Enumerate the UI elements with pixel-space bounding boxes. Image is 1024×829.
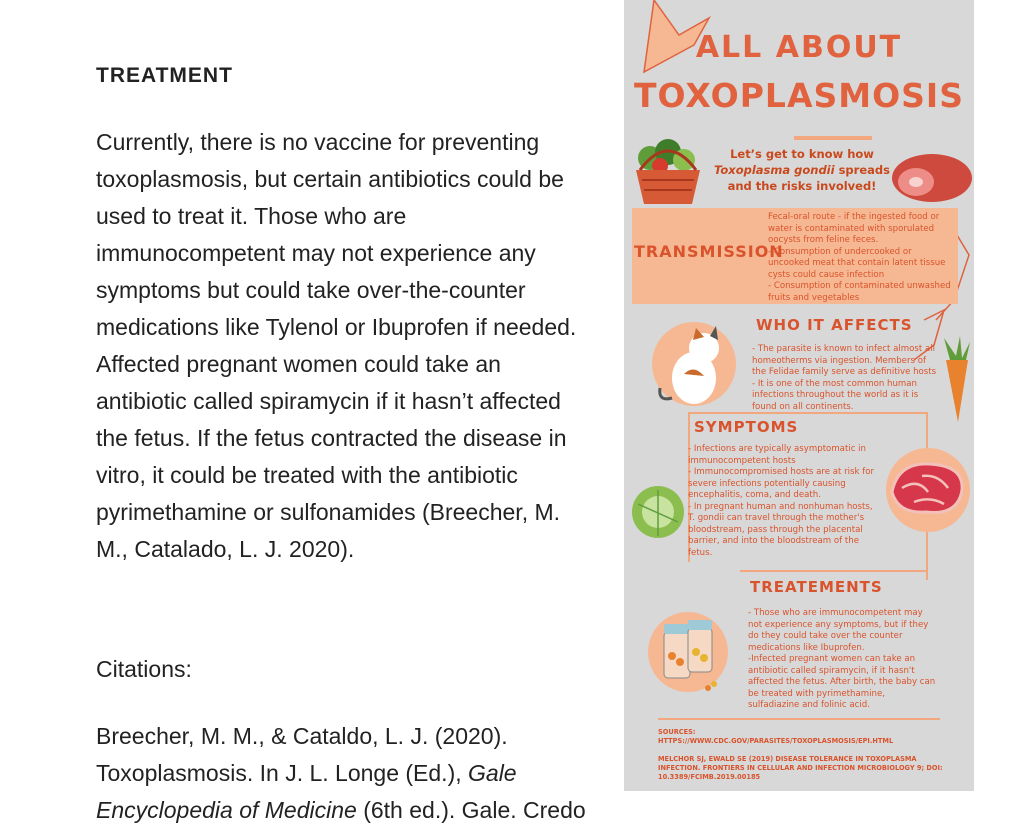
infographic-sources: SOURCES: HTTPS://WWW.CDC.GOV/PARASITES/TOXOPLASMOSIS/EPI.HTML MELCHOR SJ, EWALD SE (2019) DISEASE TOLERANCE IN TOXOPLASMA INFECTION. FRONTIERS IN CELLULAR AND INFECTION MICROBIOLOGY 9; DOI: 10.3389/FCIMB.2019.00185 [658,728,943,781]
intro-text: Let’s get to know how [730,147,874,161]
carrot-icon [938,334,974,424]
treatments-title: TREATEMENTS [750,578,883,596]
transmission-text: Fecal-oral route - if the ingested food or water is contaminated with sporulated oocysts from feline feces. - Consumption of undercooked or uncooked meat that contain latent tissue cysts could cause infection - Consumption of contaminated unwashed fruits and vegetables [768,212,951,303]
cat-icon [646,318,742,410]
citations-label: Citations: [96,656,192,682]
pill-bottles-icon [642,606,734,694]
intro-text-end: spreads and the risks involved! [727,163,890,193]
citation-entry [96,718,596,829]
divider-line [658,718,940,720]
infographic-title-line2: TOXOPLASMOSIS [634,76,964,115]
steak-icon [878,448,974,532]
title-underline [794,136,872,140]
treatment-paragraph: Currently, there is no vaccine for preventing toxoplasmosis, but certain antibiotics could be used to treat it. Those who are immunocompetent may not experience any symptoms but could take over-the-counter medications like Tylenol or Ibuprofen if needed. Affected pregnant women could take an antibiotic called spiramycin if it hasn’t affected the fetus. If the fetus contracted the disease in vitro, it could be treated with the antibiotic pyrimethamine or sulfonamides (Breecher, M. M., Catalado, L. J. 2020). [96,129,577,562]
citation-text: Breecher, M. M., & Cataldo, L. J. (2020). Toxoplasmosis. In J. L. Longe (Ed.), [96,723,508,786]
ham-icon [886,150,974,206]
infographic-title-line1: ALL ABOUT [695,30,903,65]
divider-line [740,570,928,572]
infographic-intro [702,146,902,194]
divider-line [688,412,928,414]
citation-text-end: (6th ed.). Gale. Credo [356,797,586,823]
who-it-affects-text: - The parasite is known to infect almost all homeotherms via ingestion. Members of the Felidae family serve as definitive hosts - It is one of the most common human infections throughout the world as it is found on all continents. [752,344,937,412]
lettuce-icon [628,484,690,540]
section-heading: TREATMENT [96,64,233,87]
transmission-title: TRANSMISSION [634,242,784,261]
toxoplasmosis-infographic[interactable] [624,0,974,791]
vegetable-basket-icon [630,130,706,208]
symptoms-text: - Infections are typically asymptomatic in immunocompetent hosts - Immunocompromised hosts are at risk for severe infections potentially causing encephalitis, coma, and death. - In pregnant human and nonhuman hosts, T. gondii can travel through the mother's bloodstream, pass through the placental barrier, and into the bloodstream of the fetus. [688,444,875,558]
who-it-affects-title: WHO IT AFFECTS [756,316,913,334]
intro-species: Toxoplasma gondii [714,163,835,177]
treatments-text: - Those who are immunocompetent may not experience any symptoms, but if they do they could take over the counter medications like Ibuprofen. -Infected pregnant women can take an antibiotic called spiramycin, if it hasn't affected the fetus. After birth, the baby can be treated with pyrimethamine, sulfadiazine and folinic acid. [748,608,936,710]
symptoms-title: SYMPTOMS [694,418,799,436]
citation-title: Gale Encyclopedia of Medicine [96,760,517,823]
